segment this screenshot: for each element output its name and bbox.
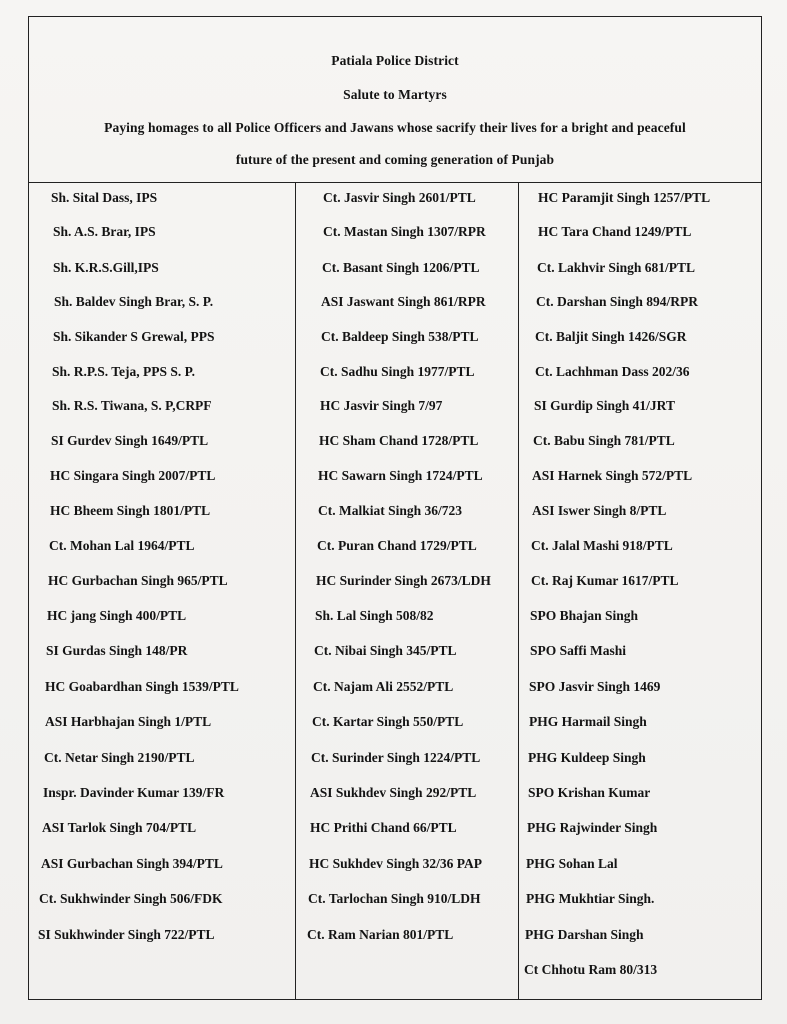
martyr-entry: Ct. Sukhwinder Singh 506/FDK: [39, 891, 223, 906]
martyr-entry: PHG Harmail Singh: [529, 714, 647, 729]
martyr-entry: Ct. Malkiat Singh 36/723: [318, 503, 463, 518]
martyr-entry: SI Gurdip Singh 41/JRT: [534, 398, 675, 413]
martyr-entry: Ct. Ram Narian 801/PTL: [307, 927, 454, 942]
martyr-entry: Ct. Sadhu Singh 1977/PTL: [320, 364, 475, 379]
martyr-entry: Ct. Babu Singh 781/PTL: [533, 433, 675, 448]
homage-line-1: Paying homages to all Police Officers and Jawans whose sacrify their lives for a bright and peaceful: [104, 120, 686, 135]
document-header: [29, 17, 761, 183]
martyr-entry: HC Paramjit Singh 1257/PTL: [538, 190, 711, 205]
martyr-entry: HC Sham Chand 1728/PTL: [319, 433, 479, 448]
district-title: Patiala Police District: [331, 53, 459, 68]
martyr-entry: HC Prithi Chand 66/PTL: [310, 820, 457, 835]
salute-title: Salute to Martyrs: [343, 87, 447, 102]
martyr-entry: Ct. Jasvir Singh 2601/PTL: [323, 190, 476, 205]
memorial-table: [28, 16, 762, 1000]
martyr-entry: Ct. Tarlochan Singh 910/LDH: [308, 891, 481, 906]
martyr-entry: Ct. Surinder Singh 1224/PTL: [311, 750, 481, 765]
martyr-entry: Sh. A.S. Brar, IPS: [53, 224, 156, 239]
martyr-entry: HC Bheem Singh 1801/PTL: [50, 503, 211, 518]
martyr-entry: HC Sawarn Singh 1724/PTL: [318, 468, 483, 483]
martyr-entry: ASI Sukhdev Singh 292/PTL: [310, 785, 477, 800]
martyr-entry: ASI Tarlok Singh 704/PTL: [42, 820, 197, 835]
martyrs-column-3: [519, 183, 763, 999]
martyr-entry: Ct. Basant Singh 1206/PTL: [322, 260, 480, 275]
martyr-entry: HC Sukhdev Singh 32/36 PAP: [309, 856, 483, 871]
martyrs-column-2: [296, 183, 518, 999]
martyr-entry: Inspr. Davinder Kumar 139/FR: [43, 785, 225, 800]
martyr-entry: Sh. Sikander S Grewal, PPS: [53, 329, 215, 344]
martyr-entry: HC Surinder Singh 2673/LDH: [316, 573, 491, 588]
martyr-entry: Sh. Lal Singh 508/82: [315, 608, 434, 623]
martyr-entry: Sh. K.R.S.Gill,IPS: [53, 260, 159, 275]
martyr-entry: ASI Iswer Singh 8/PTL: [532, 503, 667, 518]
martyr-entry: Ct. Puran Chand 1729/PTL: [317, 538, 477, 553]
martyr-entry: HC Goabardhan Singh 1539/PTL: [45, 679, 239, 694]
martyr-entry: SI Sukhwinder Singh 722/PTL: [38, 927, 215, 942]
martyr-entry: HC Singara Singh 2007/PTL: [50, 468, 216, 483]
martyr-entry: HC Jasvir Singh 7/97: [320, 398, 443, 413]
martyr-entry: Ct. Netar Singh 2190/PTL: [44, 750, 195, 765]
martyr-entry: Ct. Mastan Singh 1307/RPR: [323, 224, 486, 239]
homage-line-2: future of the present and coming generation of Punjab: [235, 152, 555, 167]
martyr-entry: HC jang Singh 400/PTL: [47, 608, 187, 623]
martyr-entry: PHG Rajwinder Singh: [527, 820, 658, 835]
martyr-entry: HC Tara Chand 1249/PTL: [538, 224, 692, 239]
martyr-entry: PHG Kuldeep Singh: [528, 750, 646, 765]
martyr-entry: ASI Gurbachan Singh 394/PTL: [41, 856, 223, 871]
martyrs-column-1: [29, 183, 295, 999]
martyr-entry: SPO Bhajan Singh: [530, 608, 639, 623]
martyr-entry: Ct. Mohan Lal 1964/PTL: [49, 538, 195, 553]
martyr-entry: Ct Chhotu Ram 80/313: [524, 962, 658, 977]
martyr-entry: HC Gurbachan Singh 965/PTL: [48, 573, 228, 588]
martyr-entry: Ct. Jalal Mashi 918/PTL: [531, 538, 673, 553]
martyr-entry: SPO Saffi Mashi: [530, 643, 627, 658]
martyr-entry: Ct. Nibai Singh 345/PTL: [314, 643, 457, 658]
martyr-entry: PHG Darshan Singh: [525, 927, 644, 942]
martyr-entry: Sh. Baldev Singh Brar, S. P.: [54, 294, 214, 309]
martyr-entry: Ct. Lakhvir Singh 681/PTL: [537, 260, 696, 275]
martyr-entry: ASI Harnek Singh 572/PTL: [532, 468, 693, 483]
martyr-entry: SI Gurdas Singh 148/PR: [46, 643, 188, 658]
martyr-entry: Ct. Najam Ali 2552/PTL: [313, 679, 454, 694]
martyr-entry: SI Gurdev Singh 1649/PTL: [51, 433, 209, 448]
martyr-entry: SPO Jasvir Singh 1469: [529, 679, 661, 694]
martyr-entry: Sh. Sital Dass, IPS: [51, 190, 158, 205]
martyr-entry: Ct. Kartar Singh 550/PTL: [312, 714, 464, 729]
martyr-entry: PHG Sohan Lal: [526, 856, 618, 871]
martyr-entry: Ct. Lachhman Dass 202/36: [535, 364, 690, 379]
martyr-entry: Ct. Baldeep Singh 538/PTL: [321, 329, 479, 344]
martyr-entry: Ct. Baljit Singh 1426/SGR: [535, 329, 687, 344]
martyr-entry: ASI Jaswant Singh 861/RPR: [321, 294, 486, 309]
martyr-entry: Sh. R.P.S. Teja, PPS S. P.: [52, 364, 196, 379]
martyr-entry: SPO Krishan Kumar: [528, 785, 651, 800]
martyr-entry: Ct. Darshan Singh 894/RPR: [536, 294, 699, 309]
martyr-entry: Sh. R.S. Tiwana, S. P,CRPF: [52, 398, 212, 413]
martyr-entry: PHG Mukhtiar Singh.: [526, 891, 655, 906]
martyr-entry: ASI Harbhajan Singh 1/PTL: [45, 714, 212, 729]
martyr-entry: Ct. Raj Kumar 1617/PTL: [531, 573, 679, 588]
